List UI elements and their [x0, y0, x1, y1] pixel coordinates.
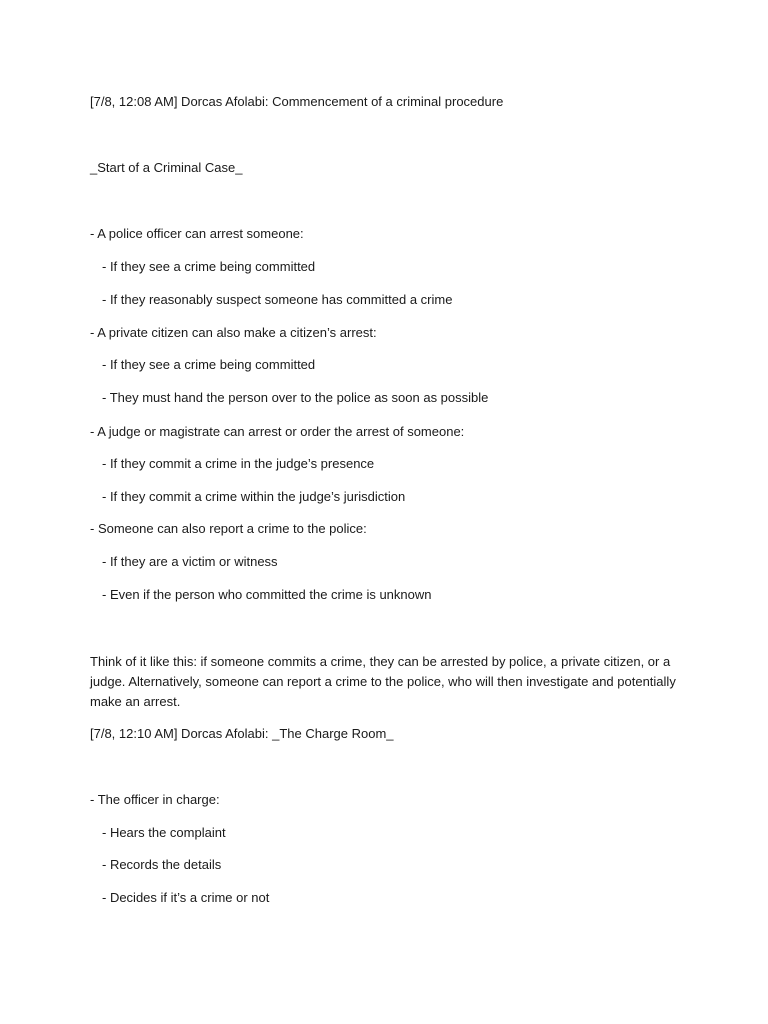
list-sub-item: - Hears the complaint — [102, 825, 226, 840]
list-sub-item: - If they commit a crime in the judge’s presence — [102, 456, 375, 471]
list-sub-item: - If they reasonably suspect someone has committed a crime — [102, 292, 453, 307]
list-sub-item: - If they see a crime being committed — [102, 259, 316, 274]
list-sub-item: - Decides if it’s a crime or not — [102, 890, 270, 905]
list-item: - A private citizen can also make a citizen’s arrest: — [90, 325, 377, 340]
list-item: - A police officer can arrest someone: — [90, 226, 304, 241]
list-item: - A judge or magistrate can arrest or order the arrest of someone: — [90, 424, 465, 439]
list-sub-item: - Records the details — [102, 857, 222, 872]
list-sub-item: - They must hand the person over to the police as soon as possible — [102, 390, 489, 405]
list-item: - The officer in charge: — [90, 792, 220, 807]
list-sub-item: - If they commit a crime within the judge’s jurisdiction — [102, 489, 406, 504]
list-item: - Someone can also report a crime to the police: — [90, 521, 367, 536]
summary-paragraph: Think of it like this: if someone commits a crime, they can be arrested by police, a private citizen, or a judge. Alternatively, someone can report a crime to the police, who will then investigate and potentially make an arrest. — [90, 654, 676, 709]
message-header: [7/8, 12:08 AM] Dorcas Afolabi: Commencement of a criminal procedure — [90, 94, 504, 109]
section-heading: _Start of a Criminal Case_ — [90, 160, 243, 175]
list-sub-item: - If they are a victim or witness — [102, 554, 278, 569]
list-sub-item: - Even if the person who committed the crime is unknown — [102, 587, 432, 602]
list-sub-item: - If they see a crime being committed — [102, 357, 316, 372]
message-header: [7/8, 12:10 AM] Dorcas Afolabi: _The Charge Room_ — [90, 726, 394, 741]
